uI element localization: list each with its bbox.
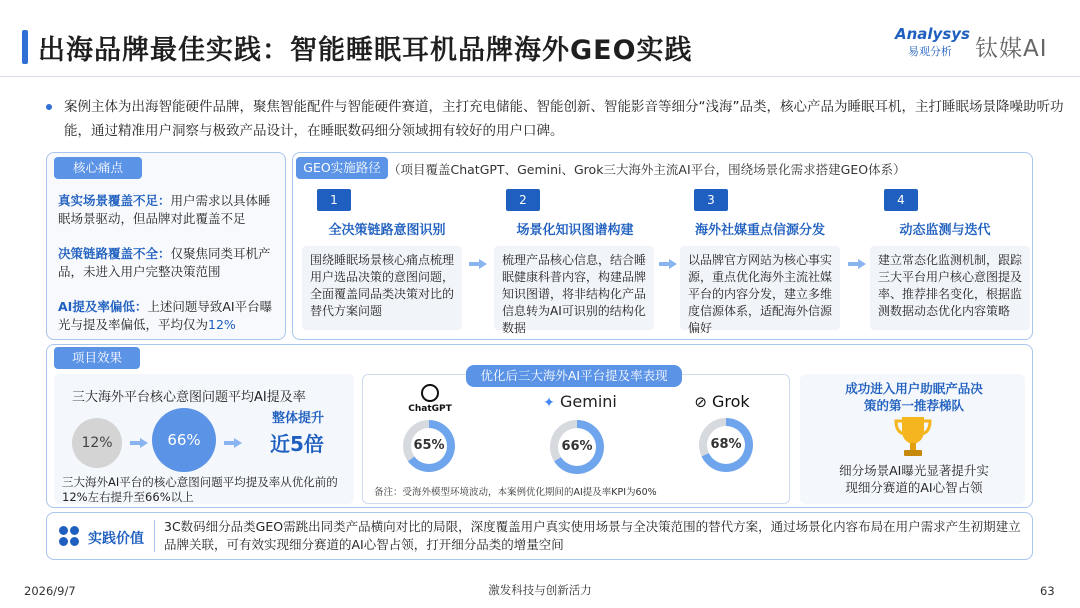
step-4-desc: 建立常态化监测机制，跟踪三大平台用户核心意图提及率、推荐排名变化，根据监测数据动态优化内容策略 xyxy=(870,246,1030,330)
platform-note: 备注：受海外模型环境波动，本案例优化期间的AI提及率KPI为60% xyxy=(374,487,657,498)
arrow-icon xyxy=(224,438,242,448)
step-2-number: 2 xyxy=(506,189,540,211)
effect-left-title: 三大海外平台核心意图问题平均AI提及率 xyxy=(72,390,306,405)
chatgpt-rate-ring xyxy=(403,420,455,472)
effect-left-desc: 三大海外AI平台的核心意图问题平均提及率从优化前的12%左右提升至66%以上 xyxy=(62,475,338,504)
grok-logo xyxy=(690,392,754,411)
grok-rate: 68% xyxy=(707,426,745,464)
page-number: 63 xyxy=(1040,584,1055,598)
effect-right-title: 成功进入用户助眠产品决策的第一推荐梯队 xyxy=(845,381,983,413)
boost-label: 整体提升 xyxy=(272,411,325,426)
chatgpt-icon xyxy=(421,384,439,402)
logo-en: Analysys xyxy=(895,25,970,43)
practice-value-divider xyxy=(154,520,155,552)
grok-name: Grok xyxy=(711,392,750,411)
practice-value-label: 实践价值 xyxy=(88,531,144,547)
chatgpt-name: ChatGPT xyxy=(408,404,452,414)
step-3-number: 3 xyxy=(694,189,728,211)
grok-rate-ring xyxy=(699,418,753,472)
footer-date: 2026/9/7 xyxy=(24,584,76,598)
arrow-icon xyxy=(130,438,148,448)
logo-cn: 易观分析 xyxy=(908,45,952,58)
gemini-rate-ring xyxy=(550,420,604,474)
footer-slogan: 激发科技与创新活力 xyxy=(488,583,592,597)
before-rate-circle: 12% xyxy=(72,418,122,468)
platform-tag: 优化后三大海外AI平台提及率表现 xyxy=(466,365,682,387)
arrow-icon xyxy=(659,259,677,269)
pain-points-tag: 核心痛点 xyxy=(54,157,142,179)
chatgpt-logo xyxy=(400,384,460,414)
analysys-logo xyxy=(895,25,970,59)
chatgpt-rate: 65% xyxy=(411,428,447,464)
effect-right-desc: 细分场景AI曝光显著提升实现细分赛道的AI心智占领 xyxy=(839,463,989,495)
step-1-number: 1 xyxy=(317,189,351,211)
boost-value: 近5倍 xyxy=(270,432,324,456)
pain-item-3: AI提及率偏低：上述问题导致AI平台曝光与提及率偏低，平均仅为12% xyxy=(58,299,273,332)
step-1-desc: 围绕睡眠场景核心痛点梳理用户选品决策的意图问题，全面覆盖同品类决策对比的替代方案问题 xyxy=(302,246,462,330)
title-accent-bar xyxy=(22,30,28,64)
tmtpost-ai-logo: 钛媒AI xyxy=(975,36,1048,62)
step-1-title: 全决策链路意图识别 xyxy=(328,223,446,238)
step-4-title: 动态监测与迭代 xyxy=(899,223,991,238)
effect-tag: 项目效果 xyxy=(54,347,140,369)
after-rate-circle: 66% xyxy=(152,408,216,472)
step-2-title: 场景化知识图谱构建 xyxy=(516,223,634,238)
gemini-name: Gemini xyxy=(559,392,617,411)
geo-path-note: （项目覆盖ChatGPT、Gemini、Grok三大海外主流AI平台，围绕场景化需求搭建GEO体系） xyxy=(388,162,906,177)
gemini-logo xyxy=(535,392,625,411)
step-4-number: 4 xyxy=(884,189,918,211)
geo-path-tag: GEO实施路径 xyxy=(296,157,388,179)
pain-item-2: 决策链路覆盖不全：仅聚焦同类耳机产品，未进入用户完整决策范围 xyxy=(58,246,271,279)
pain-item-1: 真实场景覆盖不足：用户需求以具体睡眠场景驱动，但品牌对此覆盖不足 xyxy=(58,193,271,226)
trophy-icon xyxy=(893,414,933,460)
arrow-icon xyxy=(469,259,487,269)
step-2-desc: 梳理产品核心信息，结合睡眠健康科普内容，构建品牌知识图谱，将非结构化产品信息转为AI可识别的结构化数据 xyxy=(494,246,654,330)
arrow-icon xyxy=(848,259,866,269)
step-3-title: 海外社媒重点信源分发 xyxy=(694,223,825,238)
header-divider xyxy=(0,76,1080,77)
gemini-icon: ✦ xyxy=(543,395,555,411)
grok-icon: ⊘ xyxy=(694,393,707,411)
step-3-desc: 以品牌官方网站为核心事实源，重点优化海外主流社媒平台的内容分发，建立多维度信源体系，适配海外信源偏好 xyxy=(680,246,840,330)
intro-text: 案例主体为出海智能硬件品牌，聚焦智能配件与智能硬件赛道，主打充电储能、智能创新、智能影音等细分“浅海”品类，核心产品为睡眠耳机，主打睡眠场景降噪助听功能，通过精准用户洞察与极致产品设计，在睡眠数码细分领域拥有较好的用户口碑。 xyxy=(64,99,1064,139)
practice-value-text: 3C数码细分品类GEO需跳出同类产品横向对比的局限，深度覆盖用户真实使用场景与全决策范围的替代方案，通过场景化内容布局在用户需求产生初期建立品牌关联，可有效实现细分赛道的AI心智占领，打开细分品类的增量空间 xyxy=(164,519,1021,552)
page-title: 出海品牌最佳实践：智能睡眠耳机品牌海外GEO实践 xyxy=(38,35,693,66)
grid-apps-icon xyxy=(58,525,80,547)
gemini-rate: 66% xyxy=(558,428,596,466)
